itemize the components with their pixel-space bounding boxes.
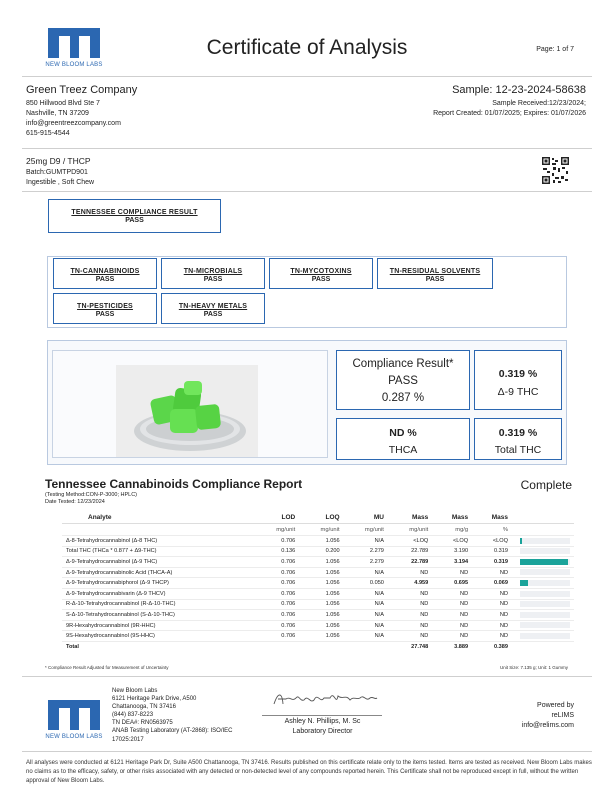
client-phone: 615-915-4544 [26, 130, 70, 137]
cell-m3: ND [472, 620, 512, 631]
result-bar [520, 633, 570, 639]
disclaimer-divider [22, 751, 592, 752]
col-mass-unit: Mass [388, 512, 432, 524]
result-bar [520, 580, 570, 586]
sample-id: Sample: 12-23-2024-58638 [452, 84, 586, 96]
table-header [62, 512, 574, 524]
report-status: Complete [520, 478, 572, 492]
cell-mu: N/A [344, 620, 388, 631]
cell-m3: ND [472, 610, 512, 621]
powered-by-name: reLIMS [551, 712, 574, 719]
panel-value: PASS [95, 276, 115, 283]
col-mass-g: Mass [432, 512, 472, 524]
unit-size: Unit Size: 7.135 g; Unit: 1 Gummy [499, 665, 568, 670]
footer-logo-icon [48, 700, 100, 730]
cell-loq: 1.056 [299, 599, 343, 610]
total-m1: 27.748 [411, 643, 429, 650]
cell-m1: 22.789 [388, 546, 432, 557]
cell-m2: ND [432, 610, 472, 621]
cell-m1: ND [388, 567, 432, 578]
cell-m2: ND [432, 631, 472, 642]
compliance-summary-box [336, 350, 470, 410]
cell-loq: 1.056 [299, 620, 343, 631]
signer-title: Laboratory Director [292, 728, 353, 735]
cell-loq: 0.200 [299, 546, 343, 557]
result-bar [520, 601, 570, 607]
col-mu: MU [344, 512, 388, 524]
cell-m3: 0.319 [472, 546, 512, 557]
cell-bar [512, 620, 574, 631]
disclaimer: All analyses were conducted at 6121 Heritage Park Dr, Suite A500 Chattanooga, TN 37416. Results published on this certificate relate only to the items tested. Items are tested as received. New Bloom Labs makes no claims as to the efficacy, safety, or other risks associated with any detected or non-detected level of any compounds reported herein. This Certificate shall not be reproduced except in full, without the written approval of New Bloom Labs. [26, 760, 592, 784]
total-m2: 3.889 [454, 643, 469, 650]
cell-analyte: Total THC (THCa * 0.877 + Δ9-THC) [62, 546, 255, 557]
cell-m1: ND [388, 599, 432, 610]
table-row [62, 546, 574, 557]
unit-cell: mg/g [432, 524, 472, 536]
cell-lod: 0.706 [255, 620, 299, 631]
cell-lod: 0.706 [255, 567, 299, 578]
result-bar [520, 569, 570, 575]
footer-logo-text: NEW BLOOM LABS [45, 734, 103, 740]
total-thc-label: Total THC [494, 444, 542, 456]
units-row [62, 524, 574, 536]
panel-title: TN-HEAVY METALS [178, 303, 248, 310]
panel-cannabinoids [53, 258, 157, 289]
d9-thc-box [474, 350, 562, 410]
compliance-summary-value: PASS [388, 375, 418, 387]
client-address1: 850 Hillwood Blvd Ste 7 [26, 100, 100, 107]
cell-bar [512, 610, 574, 621]
cell-loq: 1.056 [299, 536, 343, 547]
d9-thc-label: Δ-9 THC [497, 386, 539, 398]
cell-m3: ND [472, 588, 512, 599]
panel-value: PASS [311, 276, 331, 283]
compliance-summary-pct: 0.287 % [381, 392, 425, 404]
d9-thc-pct: 0.319 % [498, 368, 538, 380]
testing-method: (Testing Method:CON-P-3000; HPLC) [45, 492, 138, 498]
table-row [62, 536, 574, 547]
product-details [26, 168, 94, 188]
cell-analyte: Δ-9-Tetrahydrocannabiphorol (Δ-9 THCP) [62, 578, 255, 589]
unit-cell [512, 524, 574, 536]
thca-label: THCA [388, 444, 418, 456]
lab-dea: TN DEA#: RN0563975 [112, 720, 173, 727]
cell-m1: ND [388, 588, 432, 599]
cell-m2: ND [432, 599, 472, 610]
lab-phone: (844) 837-8223 [112, 712, 154, 719]
uncertainty-footnote: * Compliance Result Adjusted for Measurement of Uncertainty [45, 665, 169, 670]
product-name: 25mg D9 / THCP [26, 156, 91, 166]
document-title: Certificate of Analysis [206, 36, 408, 59]
cell-m3: 0.319 [472, 557, 512, 568]
cannabinoid-table [62, 512, 574, 652]
total-m3: 0.389 [494, 643, 508, 650]
cell-m1: ND [388, 631, 432, 642]
total-label: Total [66, 643, 79, 650]
result-bar-fill [520, 559, 568, 565]
cell-loq: 1.056 [299, 610, 343, 621]
unit-cell: mg/unit [299, 524, 343, 536]
cell-mu: 2.279 [344, 557, 388, 568]
cell-mu: N/A [344, 536, 388, 547]
result-bar [520, 622, 570, 628]
footer-divider [22, 676, 592, 677]
panel-title: TN-MICROBIALS [183, 268, 243, 275]
client-contact [26, 99, 121, 139]
col-analyte: Analyte [62, 512, 255, 524]
cell-loq: 1.056 [299, 557, 343, 568]
lab-address: 6121 Heritage Park Drive, A500 [112, 696, 197, 703]
cell-lod: 0.706 [255, 631, 299, 642]
col-bar [512, 512, 574, 524]
table-row [62, 610, 574, 621]
unit-cell: mg/unit [344, 524, 388, 536]
cell-bar [512, 588, 574, 599]
client-name: Green Treez Company [26, 84, 138, 96]
compliance-result-value: PASS [125, 217, 144, 224]
signer-block [255, 717, 390, 737]
lab-accreditation: ANAB Testing Laboratory (AT-2868): ISO/IEC [112, 728, 233, 735]
lab-city: Chattanooga, TN 37416 [112, 704, 176, 711]
cell-loq: 1.056 [299, 578, 343, 589]
signature-image [270, 688, 380, 710]
compliance-result-title: TENNESSEE COMPLIANCE RESULT [71, 209, 198, 216]
report-dates: Report Created: 01/07/2025; Expires: 01/07/2026 [433, 110, 586, 117]
panel-microbials [161, 258, 265, 289]
cell-bar [512, 536, 574, 547]
cell-bar [512, 567, 574, 578]
cell-m1: <LOQ [388, 536, 432, 547]
cell-bar [512, 599, 574, 610]
cell-m2: ND [432, 567, 472, 578]
sample-dates [433, 99, 586, 119]
cell-m1: ND [388, 620, 432, 631]
cell-m3: ND [472, 567, 512, 578]
cell-m2: ND [432, 588, 472, 599]
unit-cell: mg/unit [388, 524, 432, 536]
product-type: Ingestible , Soft Chew [26, 179, 95, 186]
sample-photo [116, 365, 258, 457]
table-row [62, 631, 574, 642]
panel-heavy-metals [161, 293, 265, 324]
col-loq: LOQ [299, 512, 343, 524]
panel-title: TN-RESIDUAL SOLVENTS [389, 268, 481, 275]
cell-mu: 0.050 [344, 578, 388, 589]
table-row [62, 620, 574, 631]
product-batch: Batch:GUMTPD901 [26, 169, 88, 176]
cell-analyte: S-Δ-10-Tetrahydrocannabinol (S-Δ-10-THC) [62, 610, 255, 621]
col-mass-pct: Mass [472, 512, 512, 524]
unit-cell [62, 524, 255, 536]
compliance-result-box [48, 199, 221, 233]
cell-analyte: 9R-Hexahydrocannabinol (9R-HHC) [62, 620, 255, 631]
header-divider [22, 76, 592, 77]
cell-m2: 3.190 [432, 546, 472, 557]
cell-m3: ND [472, 631, 512, 642]
thca-box [336, 418, 470, 460]
total-empty [344, 641, 388, 652]
cell-m1: ND [388, 610, 432, 621]
table-row [62, 557, 574, 568]
cell-loq: 1.056 [299, 567, 343, 578]
result-bar-fill [520, 580, 528, 586]
panel-value: PASS [203, 311, 223, 318]
cell-m3: <LOQ [472, 536, 512, 547]
report-meta [45, 492, 137, 506]
total-empty [255, 641, 299, 652]
result-bar [520, 538, 570, 544]
cell-mu: 2.279 [344, 546, 388, 557]
signature-line [262, 715, 382, 716]
signer-name: Ashley N. Phillips, M. Sc [284, 718, 361, 725]
powered-by-email: info@relims.com [521, 722, 574, 729]
cell-mu: N/A [344, 610, 388, 621]
cell-m2: ND [432, 620, 472, 631]
cell-bar [512, 546, 574, 557]
result-bar [520, 612, 570, 618]
panel-title: TN-CANNABINOIDS [70, 268, 140, 275]
table-row [62, 588, 574, 599]
cell-loq: 1.056 [299, 631, 343, 642]
result-bar [520, 591, 570, 597]
result-bar [520, 548, 570, 554]
panel-title: TN-MYCOTOXINS [290, 268, 352, 275]
cell-mu: N/A [344, 599, 388, 610]
total-row [62, 641, 574, 652]
client-address2: Nashville, TN 37209 [26, 110, 89, 117]
lab-name: New Bloom Labs [112, 688, 158, 694]
cell-analyte: Δ-8-Tetrahydrocannabinol (Δ-8 THC) [62, 536, 255, 547]
cell-lod: 0.136 [255, 546, 299, 557]
cell-analyte: Δ-9-Tetrahydrocannabivarin (Δ-9 THCV) [62, 588, 255, 599]
cell-m1: 4.959 [388, 578, 432, 589]
cell-bar [512, 631, 574, 642]
col-lod: LOD [255, 512, 299, 524]
lab-iso: 17025:2017 [112, 736, 144, 743]
footer-logo [42, 700, 106, 740]
cell-lod: 0.706 [255, 610, 299, 621]
client-email: info@greentreezcompany.com [26, 120, 121, 127]
panel-value: PASS [203, 276, 223, 283]
cell-m3: ND [472, 599, 512, 610]
cell-bar [512, 557, 574, 568]
cell-analyte: Δ-9-Tetrahydrocannabinol (Δ-9 THC) [62, 557, 255, 568]
total-thc-box [474, 418, 562, 460]
panel-mycotoxins [269, 258, 373, 289]
lab-info [112, 687, 233, 744]
cell-m2: <LOQ [432, 536, 472, 547]
cell-m3: 0.069 [472, 578, 512, 589]
cell-analyte: 9S-Hexahydrocannabinol (9S-HHC) [62, 631, 255, 642]
sample-received: Sample Received:12/23/2024; [492, 100, 586, 107]
client-divider [22, 148, 592, 149]
panel-title: TN-PESTICIDES [77, 303, 133, 310]
page-number: Page: 1 of 7 [536, 46, 574, 53]
compliance-summary-title: Compliance Result* [352, 358, 454, 370]
cell-lod: 0.706 [255, 536, 299, 547]
cell-loq: 1.056 [299, 588, 343, 599]
cell-m2: 0.695 [432, 578, 472, 589]
cell-mu: N/A [344, 631, 388, 642]
panel-residual-solvents [377, 258, 493, 289]
panel-value: PASS [95, 311, 115, 318]
thca-pct: ND % [389, 427, 417, 439]
total-empty [299, 641, 343, 652]
panel-value: PASS [425, 276, 445, 283]
panel-pesticides [53, 293, 157, 324]
powered-by [522, 701, 574, 731]
product-divider [22, 191, 592, 192]
cell-lod: 0.706 [255, 557, 299, 568]
cell-m2: 3.194 [432, 557, 472, 568]
table-row [62, 567, 574, 578]
date-tested: Date Tested: 12/23/2024 [45, 499, 105, 505]
total-empty [512, 641, 574, 652]
report-title: Tennessee Cannabinoids Compliance Report [45, 477, 303, 491]
cell-mu: N/A [344, 588, 388, 599]
cell-mu: N/A [344, 567, 388, 578]
cell-analyte: Δ-9-Tetrahydrocannabinolic Acid (THCA-A) [62, 567, 255, 578]
cell-lod: 0.706 [255, 599, 299, 610]
table-row [62, 599, 574, 610]
unit-cell: mg/unit [255, 524, 299, 536]
total-thc-pct: 0.319 % [498, 427, 538, 439]
cell-bar [512, 578, 574, 589]
result-bar-fill [520, 538, 522, 544]
cell-lod: 0.706 [255, 588, 299, 599]
cell-analyte: R-Δ-10-Tetrahydrocannabinol (R-Δ-10-THC) [62, 599, 255, 610]
unit-cell: % [472, 524, 512, 536]
result-bar [520, 559, 570, 565]
cell-m1: 22.789 [388, 557, 432, 568]
powered-by-label: Powered by [537, 702, 574, 709]
lab-logo-text: NEW BLOOM LABS [45, 62, 103, 68]
table-row [62, 578, 574, 589]
qr-code-icon [541, 156, 570, 185]
cell-lod: 0.706 [255, 578, 299, 589]
